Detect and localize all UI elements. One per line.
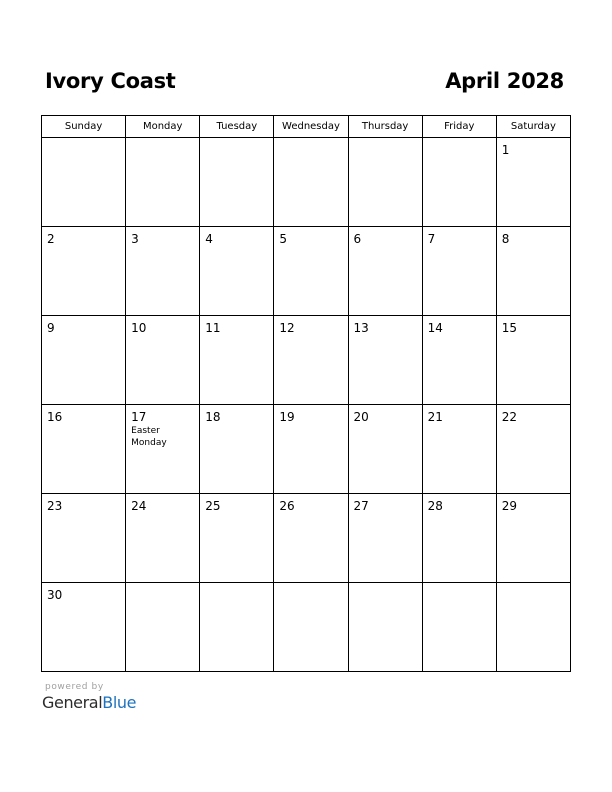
week-row <box>42 583 571 672</box>
day-number: 16 <box>47 410 63 424</box>
day-cell <box>274 227 348 316</box>
day-cell <box>126 316 200 405</box>
day-number: 20 <box>353 410 369 424</box>
weekday-header-tuesday: Tuesday <box>200 116 274 138</box>
weekday-header-sunday: Sunday <box>42 116 126 138</box>
day-cell <box>496 583 570 672</box>
day-number: 2 <box>47 232 55 246</box>
day-number: 26 <box>279 499 295 513</box>
day-number: 1 <box>501 143 510 157</box>
day-number: 4 <box>205 232 213 246</box>
day-number: 18 <box>205 410 221 424</box>
weekday-header-friday: Friday <box>422 116 496 138</box>
day-number: 21 <box>427 410 443 424</box>
day-cell <box>422 494 496 583</box>
logo-blue-text: Blue <box>102 693 137 712</box>
day-number: 3 <box>131 232 139 246</box>
day-number: 7 <box>427 232 436 246</box>
day-cell <box>422 138 496 227</box>
day-cell <box>496 405 570 494</box>
day-number: 22 <box>501 410 518 424</box>
day-cell <box>42 494 126 583</box>
generalblue-logo <box>42 693 136 712</box>
day-cell <box>42 583 126 672</box>
day-number: 10 <box>131 321 147 335</box>
powered-by-label: powered by <box>45 682 104 692</box>
day-number: 25 <box>205 499 221 513</box>
day-number: 24 <box>131 499 147 513</box>
day-cell <box>200 494 274 583</box>
day-cell <box>42 227 126 316</box>
day-cell <box>126 583 200 672</box>
day-cell <box>348 316 422 405</box>
day-number: 12 <box>279 321 295 335</box>
day-number: 8 <box>501 232 510 246</box>
weekday-header-thursday: Thursday <box>348 116 422 138</box>
day-cell <box>496 227 570 316</box>
day-number: 14 <box>427 321 443 335</box>
day-cell <box>126 494 200 583</box>
day-number: 28 <box>427 499 443 513</box>
day-cell <box>200 227 274 316</box>
day-cell <box>274 405 348 494</box>
week-row <box>42 227 571 316</box>
country-title: Ivory Coast <box>45 69 176 93</box>
day-cell <box>422 316 496 405</box>
day-cell <box>274 138 348 227</box>
day-cell <box>496 494 570 583</box>
day-number: 17 <box>131 410 147 424</box>
holiday-label: Easter Monday <box>131 426 167 448</box>
day-number: 6 <box>353 232 362 246</box>
day-number: 5 <box>279 232 288 246</box>
day-cell <box>200 405 274 494</box>
day-cell <box>42 138 126 227</box>
day-cell <box>348 583 422 672</box>
calendar-grid <box>41 115 571 672</box>
day-cell <box>126 227 200 316</box>
day-cell <box>348 494 422 583</box>
day-cell <box>42 405 126 494</box>
day-cell <box>422 405 496 494</box>
month-title: April 2028 <box>445 69 564 93</box>
day-number: 30 <box>47 588 63 602</box>
week-row <box>42 405 571 494</box>
day-cell <box>200 316 274 405</box>
day-cell <box>42 316 126 405</box>
day-cell <box>348 405 422 494</box>
day-number: 11 <box>205 321 221 335</box>
day-cell <box>274 494 348 583</box>
footer-branding <box>42 682 136 712</box>
day-number: 13 <box>353 321 369 335</box>
weekday-header-saturday: Saturday <box>496 116 570 138</box>
logo-general-text: General <box>42 693 103 712</box>
day-cell <box>348 138 422 227</box>
week-row <box>42 138 571 227</box>
day-number: 29 <box>501 499 518 513</box>
day-cell <box>126 138 200 227</box>
day-number: 15 <box>501 321 518 335</box>
weekday-header-wednesday: Wednesday <box>274 116 348 138</box>
day-cell <box>348 227 422 316</box>
week-row <box>42 316 571 405</box>
day-number: 27 <box>353 499 369 513</box>
day-cell <box>422 583 496 672</box>
day-cell <box>496 316 570 405</box>
day-cell <box>126 405 200 494</box>
weekday-header-row <box>42 116 571 138</box>
day-cell <box>274 583 348 672</box>
week-row <box>42 494 571 583</box>
day-cell <box>200 583 274 672</box>
day-cell <box>200 138 274 227</box>
day-cell <box>496 138 570 227</box>
day-cell <box>422 227 496 316</box>
day-number: 9 <box>47 321 55 335</box>
day-cell <box>274 316 348 405</box>
day-number: 19 <box>279 410 295 424</box>
day-number: 23 <box>47 499 63 513</box>
weekday-header-monday: Monday <box>126 116 200 138</box>
